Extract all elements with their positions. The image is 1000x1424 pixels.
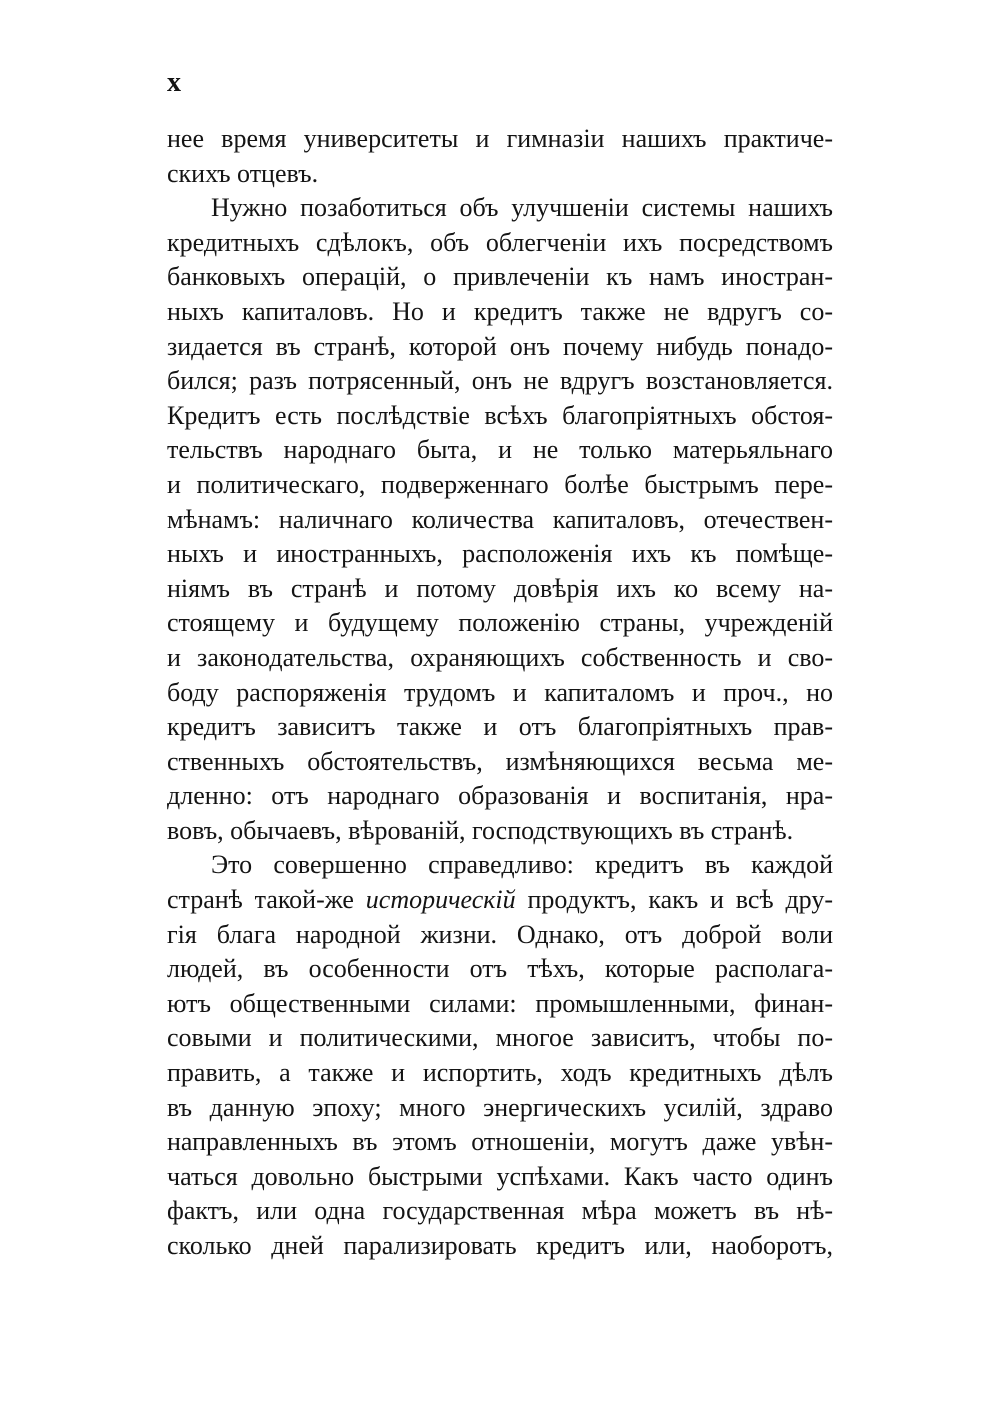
text-line: чаться довольно быстрыми успѣхами. Какъ часто одинъ [167,1161,833,1191]
text-line: мѣнамъ: наличнаго количества капиталовъ, отечествен- [167,504,833,534]
italic-emphasis: историческій [365,885,516,915]
text-line: ныхъ капиталовъ. Но и кредитъ также не вдругъ со- [167,296,833,326]
text-line: сколько дней парализировать кредитъ или, наоборотъ, [167,1231,833,1260]
text-line: Кредитъ есть послѣдствіе всѣхъ благопріятныхъ обстоя- [167,400,833,430]
text-line: боду распоряженія трудомъ и капиталомъ и проч., но [167,677,833,707]
text-segment: странѣ такой-же [167,885,366,915]
text-line: дленно: отъ народнаго образованія и воспитанія, нра- [167,781,833,811]
text-line: Нужно позаботиться объ улучшеніи системы нашихъ [211,193,833,223]
text-line: скихъ отцевъ. [167,158,319,188]
text-line: фактъ, или одна государственная мѣра можетъ въ нѣ- [167,1196,833,1226]
text-line: Это совершенно справедливо: кредитъ въ каждой [211,850,833,880]
text-line: править, а также и испортить, ходъ кредитныхъ дѣлъ [167,1058,833,1088]
text-line: и законодательства, охраняющихъ собственность и сво- [167,642,833,672]
text-line: зидается въ странѣ, которой онъ почему нибудь понадо- [167,331,833,361]
text-line: тельствъ народнаго быта, и не только матерьяльнаго [167,435,833,465]
text-line: въ данную эпоху; много энергическихъ усилій, здраво [167,1092,833,1122]
text-line: ютъ общественными силами: промышленными, финан- [167,988,833,1018]
text-segment: продуктъ, какъ и всѣ дру- [515,885,833,915]
text-line: гія блага народной жизни. Однако, отъ доброй воли [167,919,833,949]
text-line: стоящему и будущему положенію страны, учрежденій [167,608,833,638]
body-text [167,122,833,1264]
text-line [167,883,833,918]
text-line: кредитъ зависитъ также и отъ благопріятныхъ прав- [167,712,833,742]
text-line: направленныхъ въ этомъ отношеніи, могутъ даже увѣн- [167,1127,833,1157]
text-line: нее время университеты и гимназіи нашихъ практиче- [167,124,833,153]
page-number: x [167,67,181,98]
text-line: вовъ, обычаевъ, вѣрованій, господствующихъ въ странѣ. [167,815,794,845]
text-line: банковыхъ операцій, о привлеченіи къ намъ иностран- [167,262,833,292]
text-line: ніямъ въ странѣ и потому довѣрія ихъ ко всему на- [167,573,833,603]
text-line: кредитныхъ сдѣлокъ, объ облегченіи ихъ посредствомъ [167,227,833,257]
text-line: людей, въ особенности отъ тѣхъ, которые располага- [167,954,833,984]
text-line: бился; разъ потрясенный, онъ не вдругъ возстановляется. [167,366,833,396]
text-line: ственныхъ обстоятельствъ, измѣняющихся весьма ме- [167,746,833,776]
text-line: совыми и политическими, многое зависитъ, чтобы по- [167,1023,833,1053]
text-line: и политическаго, подверженнаго болѣе быстрымъ пере- [167,469,833,499]
text-line: ныхъ и иностранныхъ, расположенія ихъ къ помѣще- [167,539,833,569]
